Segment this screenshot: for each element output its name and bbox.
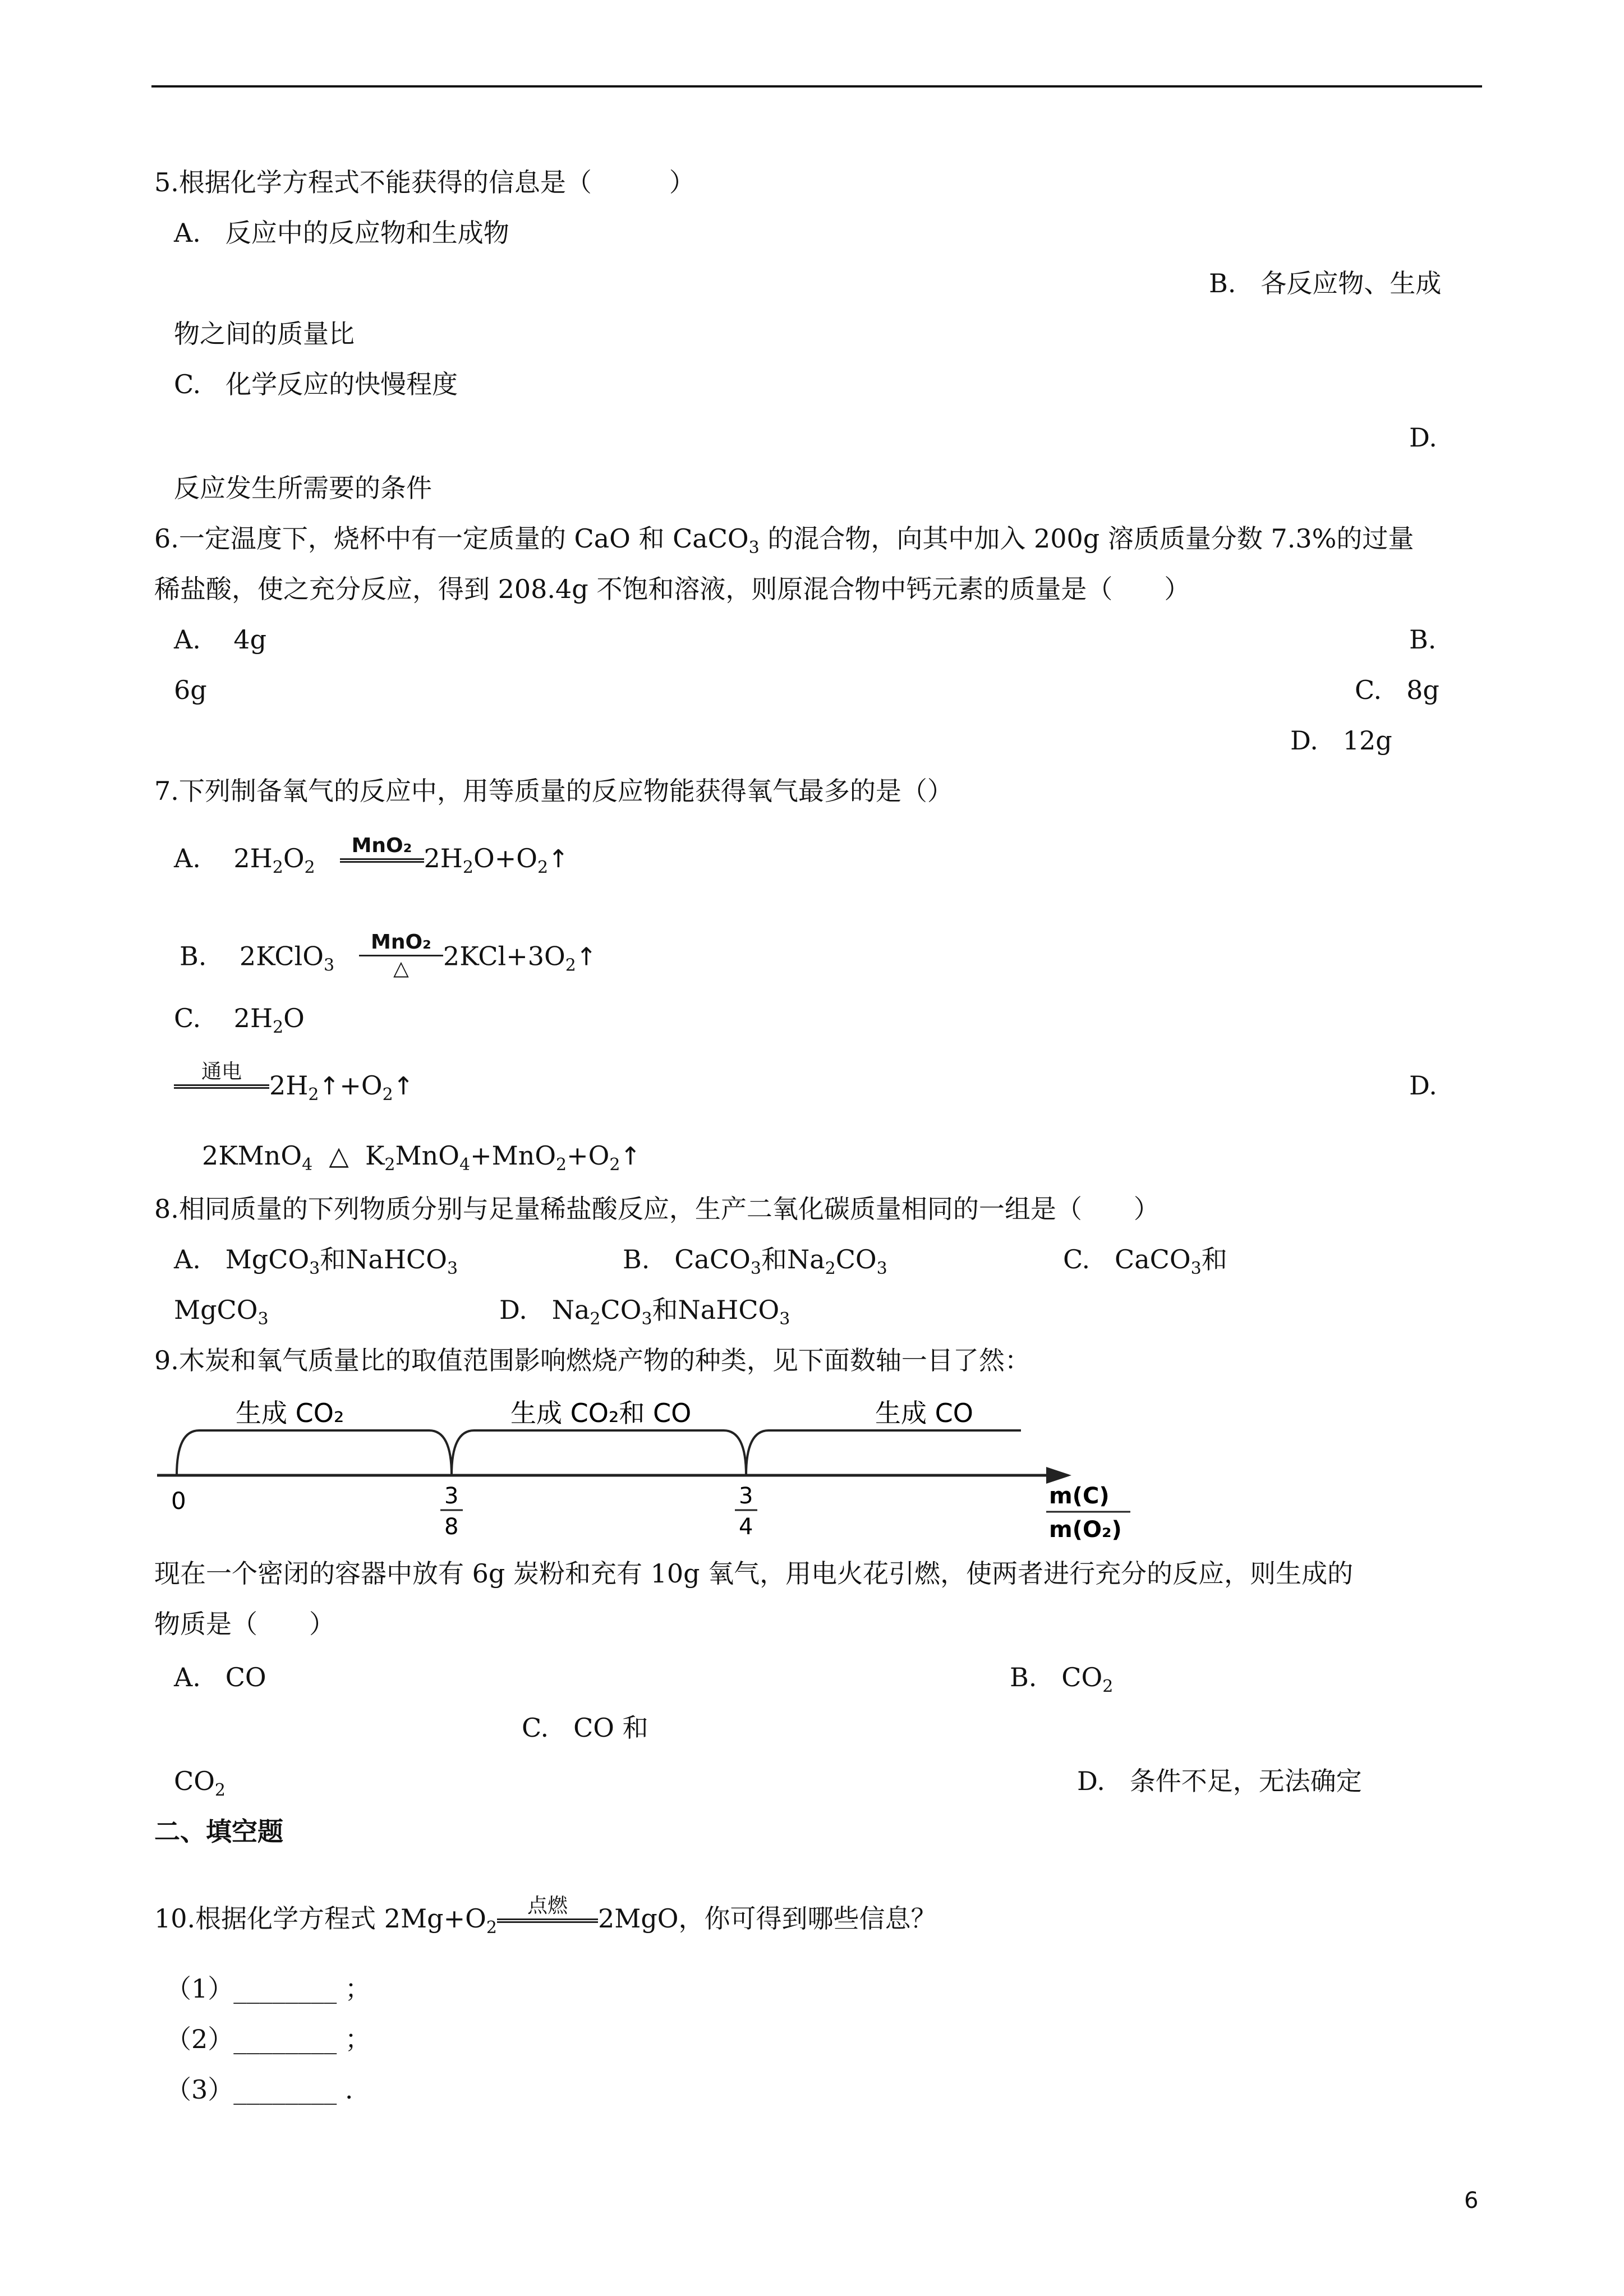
text: 6.一定温度下，烧杯中有一定质量的 CaO 和 CaCO (154, 523, 749, 554)
q5-option-b-cont: 物之间的质量比 (174, 319, 355, 349)
q9-stem: 9.木炭和氧气质量比的取值范围影响燃烧产物的种类，见下面数轴一目了然： (154, 1345, 1030, 1375)
text: 的混合物，向其中加入 200g 溶质质量分数 7.3%的过量 (759, 523, 1414, 554)
and-text: 和 (652, 1295, 678, 1325)
q6-stem-line1 (154, 522, 1414, 565)
option-label: C. (1063, 1244, 1091, 1274)
option-label: A. (174, 624, 201, 655)
q7-option-c-line2: 通电 $2H_2↑+O_2↑$ (174, 1069, 414, 1112)
q8-option-b: B. CaCO$_3$和$Na_2CO_3$ (623, 1244, 887, 1278)
q9-option-b: B. $CO_2$ (1010, 1662, 1114, 1696)
q6-option-b-label: B. (1409, 624, 1437, 655)
text: 2MgO，你可得到哪些信息？ (597, 1903, 937, 1934)
q8-option-c: C. CaCO$_3$和 (1063, 1244, 1227, 1278)
q5-option-d-text: 反应发生所需要的条件 (174, 473, 432, 503)
option-label: C. (1355, 675, 1382, 705)
q9-option-a (174, 1660, 266, 1694)
q7-stem: 7.下列制备氧气的反应中，用等质量的反应物能获得氧气最多的是（） (154, 776, 953, 806)
option-label: C. (174, 369, 201, 399)
option-label: D. (1290, 725, 1318, 756)
option-label: A. (174, 843, 201, 873)
option-label: A. (174, 1244, 201, 1274)
q7-option-a: A. $2H_2O_2$ MnO₂ $2H_2O+O_2↑$ (174, 834, 569, 877)
option-label: B. (623, 1244, 650, 1274)
option-label: B. (1209, 268, 1236, 298)
heat-symbol: △ (329, 1140, 349, 1171)
axis-ratio-denominator: m(O₂) (1049, 1517, 1122, 1543)
q9-option-c-cont: $CO_2$ (174, 1766, 226, 1800)
condition-text: 通电 (201, 1060, 242, 1083)
tick-label-3-8-den: 8 (444, 1514, 459, 1540)
q9-stem-3: 物质是（ ） (154, 1609, 335, 1639)
ignition-condition (497, 1895, 598, 1924)
option-label: A. (174, 1662, 201, 1692)
brace-segment-3 (746, 1430, 1021, 1475)
option-text: 各反应物、生成 (1260, 268, 1442, 298)
axis-ratio-numerator: m(C) (1049, 1483, 1110, 1509)
option-label: C. (522, 1713, 549, 1743)
q8-option-a: A. MgCO$_3$和NaHCO$_3$ (174, 1244, 458, 1278)
catalyst-condition (340, 835, 424, 864)
q6-option-d (1290, 724, 1392, 757)
option-text: 12g (1342, 725, 1392, 756)
q8-stem: 8.相同质量的下列物质分别与足量稀盐酸反应，生产二氧化碳质量相同的一组是（ ） (154, 1194, 1160, 1224)
q9-option-d (1077, 1764, 1362, 1798)
q10-blank-1: （1）________ ； (165, 1973, 371, 2004)
catalyst-heat-condition (359, 931, 443, 980)
option-text: 4g (233, 624, 267, 655)
q7-option-d-equation: 2KMnO$_4$ △ $K_2MnO_4+MnO_2+O_2↑$ (202, 1140, 641, 1175)
q6-option-a (174, 623, 266, 656)
q10-stem (154, 1894, 937, 1945)
tick-label-3-4-den: 4 (739, 1514, 753, 1540)
subscript: 2 (486, 1918, 497, 1938)
q10-blank-3: （3）________ . (165, 2074, 353, 2105)
option-label: B. (180, 941, 207, 972)
option-text: 反应中的反应物和生成物 (225, 218, 509, 248)
number-line-diagram (151, 1391, 1150, 1559)
option-text: 化学反应的快慢程度 (226, 369, 458, 399)
heat-symbol: △ (393, 957, 409, 980)
condition-text: MnO₂ (351, 834, 412, 857)
segment-label-3: 生成 CO (875, 1398, 973, 1428)
and-text: 和 (1201, 1244, 1227, 1274)
q7-option-c-line1: C. $2H_2O$ (174, 1003, 305, 1037)
electrolysis-condition (174, 1061, 269, 1090)
axis-arrow (1046, 1467, 1071, 1484)
header-rule (151, 85, 1482, 88)
q10-blank-2: （2）________ ； (165, 2024, 371, 2054)
segment-label-2: 生成 CO₂和 CO (510, 1398, 692, 1428)
option-label: A. (174, 218, 201, 248)
q5-option-b (1209, 266, 1441, 300)
q5-option-d-label: D. (1409, 422, 1437, 453)
q6-stem-line2: 稀盐酸，使之充分反应，得到 208.4g 不饱和溶液，则原混合物中钙元素的质量是（ ） (154, 574, 1190, 604)
segment-label-1: 生成 CO₂ (236, 1398, 344, 1428)
brace-segment-1 (177, 1430, 452, 1475)
brace-segment-2 (452, 1430, 746, 1475)
q5-option-c (174, 367, 458, 401)
q6-option-b-text: 6g (174, 675, 207, 705)
q8-option-d: D. $Na_2CO_3$和NaHCO$_3$ (499, 1295, 790, 1329)
option-text: 条件不足，无法确定 (1129, 1766, 1362, 1796)
condition-text: 点燃 (527, 1894, 568, 1917)
q6-option-c (1355, 673, 1439, 707)
option-text: CO 和 (573, 1713, 648, 1743)
and-text: 和 (761, 1244, 787, 1274)
subscript: 3 (748, 538, 760, 558)
option-text: CO (225, 1662, 266, 1692)
option-label: C. (174, 1003, 201, 1033)
q7-option-b: B. 2KClO$_3$ MnO₂ △ $2KCl+3O_2↑$ (180, 931, 597, 980)
page-number: 6 (1464, 2188, 1479, 2214)
text: 10.根据化学方程式 2Mg+O (154, 1903, 486, 1934)
q9-option-c (522, 1711, 648, 1745)
q9-stem-2: 现在一个密闭的容器中放有 6g 炭粉和充有 10g 氧气，用电火花引燃，使两者进行充分的反应，则生成的 (154, 1558, 1354, 1589)
tick-label-0: 0 (171, 1487, 186, 1515)
condition-text: MnO₂ (371, 931, 431, 954)
option-label: B. (1010, 1662, 1037, 1692)
tick-label-3-8-num: 3 (444, 1483, 459, 1509)
q8-option-c-cont: MgCO$_3$ (174, 1295, 269, 1329)
q5-stem: 5.根据化学方程式不能获得的信息是（ ） (154, 167, 695, 197)
option-label: D. (1077, 1766, 1105, 1796)
tick-label-3-4-num: 3 (739, 1483, 753, 1509)
section-title: 二、填空题 (154, 1816, 283, 1847)
option-label: D. (499, 1295, 527, 1325)
and-text: 和 (320, 1244, 346, 1274)
q7-option-d-label: D. (1409, 1070, 1437, 1101)
q5-option-a (174, 216, 509, 250)
option-text: 8g (1406, 675, 1439, 705)
